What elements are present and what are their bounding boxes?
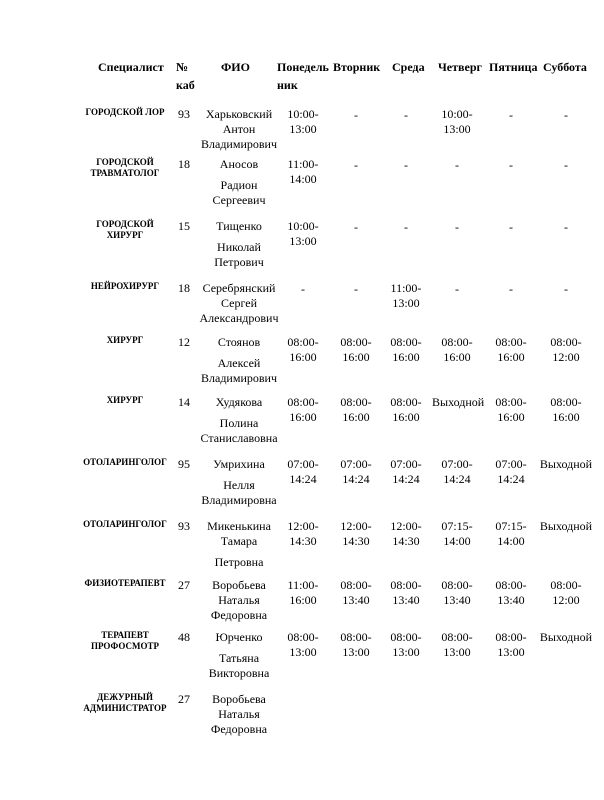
fio-line: Микенькина Тамара <box>207 519 271 548</box>
row-day-1 <box>331 158 381 173</box>
row-day-0 <box>278 519 328 549</box>
day-value-part: 07:15- <box>495 519 527 533</box>
fio-line: Юрченко <box>215 630 263 644</box>
row-day-4 <box>486 395 536 425</box>
day-value-part: 14:24 <box>497 472 525 486</box>
day-value-part: 10:00- <box>287 219 319 233</box>
row-fio <box>198 395 280 446</box>
day-value-part: - <box>354 108 358 122</box>
day-value-part: 11:00- <box>287 578 319 592</box>
row-day-1 <box>331 578 381 608</box>
header-tuesday: Вторник <box>333 60 381 74</box>
row-room: 18 <box>178 281 190 295</box>
row-day-3 <box>432 578 482 608</box>
row-fio <box>198 107 280 152</box>
day-value-part: - <box>354 158 358 172</box>
row-day-5 <box>536 457 596 472</box>
day-value-part: 08:00- <box>287 335 319 349</box>
row-specialist: ХИРУРГ <box>106 395 144 405</box>
day-value-part: 08:00- <box>550 395 582 409</box>
row-day-3 <box>432 282 482 297</box>
day-value-part: 08:00- <box>495 630 527 644</box>
row-day-2 <box>381 281 431 311</box>
fio-line: Петровна <box>214 555 264 569</box>
row-day-4 <box>486 220 536 235</box>
day-value-part: 13:00 <box>443 645 471 659</box>
row-room: 48 <box>178 630 190 644</box>
row-day-1 <box>331 335 381 365</box>
day-value-part: 08:00- <box>390 630 422 644</box>
day-value-part: 14:30 <box>392 534 420 548</box>
header-thursday: Четверг <box>438 60 482 74</box>
day-value-part: 14:24 <box>289 472 317 486</box>
day-value-part: 12:00- <box>287 519 319 533</box>
row-room: 18 <box>178 157 190 171</box>
day-value-part: 08:00- <box>390 335 422 349</box>
day-value-part: 13:00 <box>289 122 317 136</box>
row-specialist: ГОРОДСКОЙ ХИРУРГ <box>96 219 154 240</box>
day-value-part: 08:00- <box>495 395 527 409</box>
day-value-part: 08:00- <box>495 335 527 349</box>
row-fio <box>198 281 280 326</box>
day-value-part: 13:40 <box>443 593 471 607</box>
day-value-part: 13:00 <box>392 296 420 310</box>
fio-line: Николай Петрович <box>214 240 264 269</box>
fio-line: Радион Сергеевич <box>212 178 266 207</box>
row-day-4 <box>486 630 536 660</box>
fio-line: Серебрянский Сергей Александрович <box>199 281 279 325</box>
row-specialist: ГОРОДСКОЙ ЛОР <box>85 107 165 117</box>
row-day-2 <box>381 158 431 173</box>
row-day-1 <box>331 220 381 235</box>
row-day-0 <box>278 630 328 660</box>
day-value-part: 13:00 <box>392 645 420 659</box>
day-value-part: 14:24 <box>392 472 420 486</box>
day-value-part: 07:15- <box>441 519 473 533</box>
row-fio <box>198 335 280 386</box>
day-value-part: - <box>509 158 513 172</box>
day-value-part: - <box>354 220 358 234</box>
day-value-part: - <box>564 220 568 234</box>
day-value-part: - <box>509 108 513 122</box>
row-day-1 <box>331 519 381 549</box>
fio-line: Воробьева Наталья Федоровна <box>210 578 268 622</box>
day-value-part: 13:00 <box>443 122 471 136</box>
fio-line: Полина Станиславовна <box>200 416 278 445</box>
row-day-5 <box>536 282 596 297</box>
row-day-5 <box>536 335 596 365</box>
row-day-2 <box>381 630 431 660</box>
day-value-part: 13:00 <box>289 234 317 248</box>
day-value-part: - <box>455 220 459 234</box>
row-fio <box>198 219 280 270</box>
row-day-1 <box>331 457 381 487</box>
row-day-3 <box>432 158 482 173</box>
row-day-4 <box>486 335 536 365</box>
day-value-part: - <box>564 108 568 122</box>
day-value-part: 13:40 <box>497 593 525 607</box>
row-specialist: ХИРУРГ <box>106 335 144 345</box>
day-value-part: 16:00 <box>497 410 525 424</box>
day-value-part: 16:00 <box>392 350 420 364</box>
day-value-part: - <box>509 220 513 234</box>
header-friday: Пятница <box>489 60 538 74</box>
row-day-1 <box>331 395 381 425</box>
day-value-part: 08:00- <box>340 395 372 409</box>
day-value-part: - <box>301 282 305 296</box>
row-day-4 <box>486 578 536 608</box>
row-day-5 <box>536 108 596 123</box>
day-value-part: - <box>509 282 513 296</box>
day-value-part: 12:00- <box>340 519 372 533</box>
row-fio <box>198 578 280 623</box>
row-room: 12 <box>178 335 190 349</box>
day-value-part: 13:00 <box>342 645 370 659</box>
fio-line: Воробьева Наталья Федоровна <box>210 692 268 736</box>
day-value-part: 07:00- <box>287 457 319 471</box>
row-day-2 <box>381 578 431 608</box>
row-day-0 <box>278 335 328 365</box>
day-value-part: - <box>564 158 568 172</box>
day-value-part: 16:00 <box>443 350 471 364</box>
day-value-part: 13:40 <box>392 593 420 607</box>
day-value-part: 08:00- <box>441 578 473 592</box>
day-value-part: 08:00- <box>495 578 527 592</box>
day-value-part: 08:00- <box>340 578 372 592</box>
row-day-3 <box>432 630 482 660</box>
header-saturday: Суббота <box>543 60 587 74</box>
day-value-part: 14:24 <box>443 472 471 486</box>
header-fio: ФИО <box>221 60 250 74</box>
row-day-3 <box>432 457 482 487</box>
day-value-part: Выходной <box>539 630 593 644</box>
row-day-0 <box>278 157 328 187</box>
day-value-part: - <box>455 282 459 296</box>
day-value-part: 16:00 <box>392 410 420 424</box>
day-value-part: 08:00- <box>390 578 422 592</box>
row-day-4 <box>486 457 536 487</box>
day-value-part: 10:00- <box>287 107 319 121</box>
row-day-0 <box>278 107 328 137</box>
row-day-0 <box>278 282 328 297</box>
day-value-part: - <box>354 282 358 296</box>
row-fio <box>198 519 280 570</box>
day-value-part: 12:00 <box>552 350 580 364</box>
row-day-0 <box>278 457 328 487</box>
row-specialist: ОТОЛАРИНГОЛОГ <box>83 519 167 529</box>
day-value-part: 08:00- <box>550 335 582 349</box>
day-value-part: Выходной <box>539 519 593 533</box>
row-day-5 <box>536 395 596 425</box>
row-day-1 <box>331 108 381 123</box>
day-value-part: 14:00 <box>443 534 471 548</box>
day-value-part: 16:00 <box>289 410 317 424</box>
day-value-part: 16:00 <box>289 593 317 607</box>
day-value-part: 16:00 <box>552 410 580 424</box>
day-value-part: Выходной <box>539 457 593 471</box>
row-specialist: ОТОЛАРИНГОЛОГ <box>83 457 167 467</box>
row-day-1 <box>331 630 381 660</box>
day-value-part: 11:00- <box>287 157 319 171</box>
day-value-part: 07:00- <box>390 457 422 471</box>
row-day-3 <box>432 395 485 410</box>
day-value-part: Выходной <box>432 395 485 409</box>
row-day-3 <box>432 107 482 137</box>
row-day-5 <box>536 220 596 235</box>
fio-line: Аносов <box>219 157 259 171</box>
row-room: 27 <box>178 692 190 706</box>
row-day-3 <box>432 220 482 235</box>
row-day-5 <box>536 158 596 173</box>
row-day-2 <box>381 519 431 549</box>
day-value-part: 12:00- <box>390 519 422 533</box>
fio-line: Стоянов <box>217 335 261 349</box>
row-day-2 <box>381 395 431 425</box>
day-value-part: 07:00- <box>441 457 473 471</box>
day-value-part: - <box>564 282 568 296</box>
row-room: 14 <box>178 395 190 409</box>
row-day-0 <box>278 219 328 249</box>
day-value-part: 13:40 <box>342 593 370 607</box>
day-value-part: 14:00 <box>497 534 525 548</box>
row-room: 95 <box>178 457 190 471</box>
row-day-5 <box>536 578 596 608</box>
fio-line: Худякова <box>215 395 263 409</box>
row-specialist: ТЕРАПЕВТ ПРОФОСМОТР <box>90 630 159 651</box>
day-value-part: 08:00- <box>441 630 473 644</box>
day-value-part: 14:30 <box>289 534 317 548</box>
day-value-part: - <box>404 220 408 234</box>
row-day-4 <box>486 158 536 173</box>
row-day-4 <box>486 282 536 297</box>
day-value-part: - <box>404 158 408 172</box>
day-value-part: 13:00 <box>497 645 525 659</box>
row-specialist: ДЕЖУРНЫЙ АДМИНИСТРАТОР <box>83 692 167 713</box>
row-fio <box>198 457 280 508</box>
day-value-part: - <box>455 158 459 172</box>
day-value-part: 08:00- <box>287 395 319 409</box>
day-value-part: 14:30 <box>342 534 370 548</box>
row-day-3 <box>432 335 482 365</box>
row-day-0 <box>278 395 328 425</box>
row-day-5 <box>536 519 596 534</box>
row-room: 15 <box>178 219 190 233</box>
row-specialist: ГОРОДСКОЙ ТРАВМАТОЛОГ <box>90 157 160 178</box>
row-room: 93 <box>178 107 190 121</box>
row-day-1 <box>331 282 381 297</box>
day-value-part: 07:00- <box>495 457 527 471</box>
row-fio <box>198 630 280 681</box>
row-day-2 <box>381 457 431 487</box>
row-specialist: ФИЗИОТЕРАПЕВТ <box>84 578 166 588</box>
day-value-part: 11:00- <box>390 281 422 295</box>
row-day-2 <box>381 220 431 235</box>
fio-line: Умрихина <box>213 457 265 471</box>
fio-line: Алексей Владимирович <box>201 356 277 385</box>
row-day-4 <box>486 519 536 549</box>
row-day-5 <box>536 630 596 645</box>
row-day-4 <box>486 108 536 123</box>
day-value-part: 14:00 <box>289 172 317 186</box>
header-specialist: Специалист <box>98 60 164 74</box>
day-value-part: 08:00- <box>340 335 372 349</box>
row-room: 93 <box>178 519 190 533</box>
day-value-part: 16:00 <box>342 410 370 424</box>
fio-line: Харьковский Антон Владимирович <box>201 107 277 151</box>
day-value-part: 08:00- <box>550 578 582 592</box>
header-monday: Понедельник <box>277 60 329 92</box>
day-value-part: 10:00- <box>441 107 473 121</box>
row-day-2 <box>381 108 431 123</box>
day-value-part: 08:00- <box>340 630 372 644</box>
day-value-part: 08:00- <box>390 395 422 409</box>
row-fio <box>198 692 280 737</box>
row-fio <box>198 157 280 208</box>
day-value-part: 14:24 <box>342 472 370 486</box>
day-value-part: 16:00 <box>289 350 317 364</box>
fio-line: Тищенко <box>216 219 262 233</box>
row-specialist: НЕЙРОХИРУРГ <box>90 281 160 291</box>
fio-line: Нелля Владимировна <box>201 478 277 507</box>
row-room: 27 <box>178 578 190 592</box>
row-day-3 <box>432 519 482 549</box>
fio-line: Татьяна Викторовна <box>208 651 270 680</box>
day-value-part: 12:00 <box>552 593 580 607</box>
day-value-part: - <box>404 108 408 122</box>
day-value-part: 07:00- <box>340 457 372 471</box>
day-value-part: 16:00 <box>497 350 525 364</box>
day-value-part: 13:00 <box>289 645 317 659</box>
day-value-part: 16:00 <box>342 350 370 364</box>
header-room: № каб <box>176 60 195 92</box>
row-day-2 <box>381 335 431 365</box>
row-day-0 <box>278 578 328 608</box>
day-value-part: 08:00- <box>287 630 319 644</box>
day-value-part: 08:00- <box>441 335 473 349</box>
header-wednesday: Среда <box>392 60 425 74</box>
